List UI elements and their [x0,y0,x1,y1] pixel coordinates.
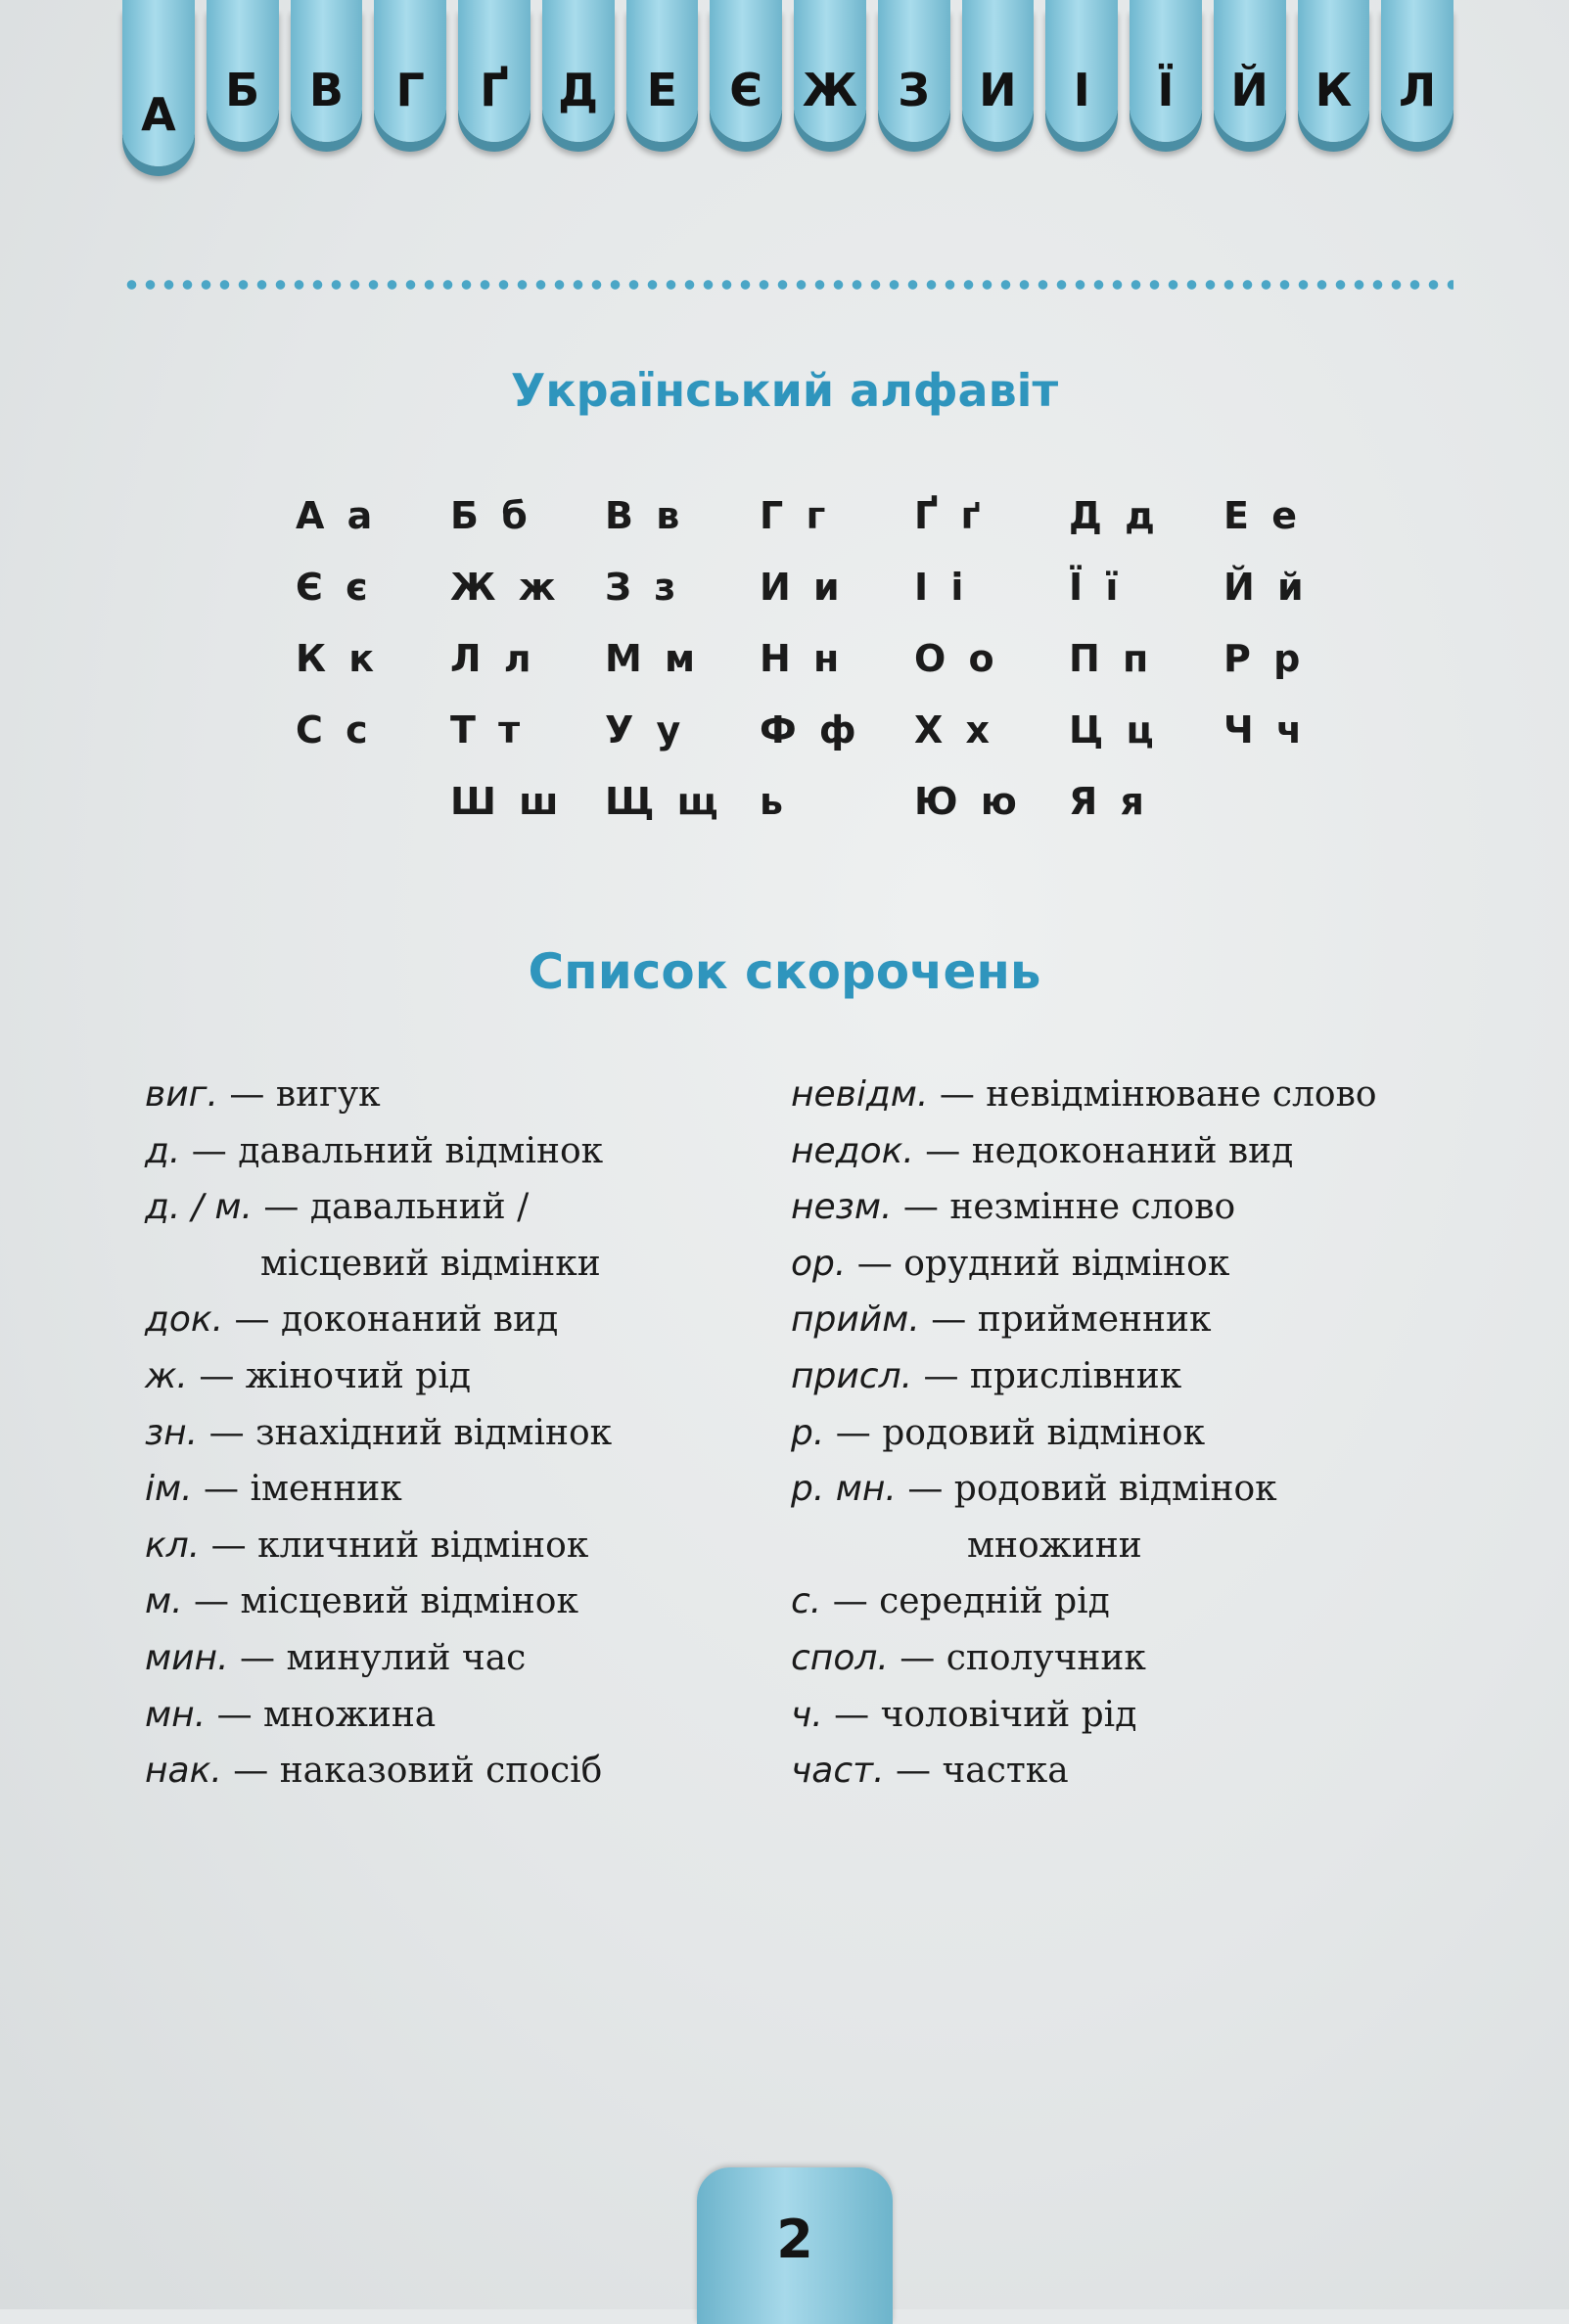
abbreviation-entry: кл. — кличний відмінок [145,1525,589,1566]
abbreviation-entry: спол. — сполучник [791,1637,1146,1678]
abbreviation-term: прийм. [791,1299,920,1341]
abbreviation-term: невідм. [791,1074,929,1115]
abbreviation-entry: д. — давальний відмінок [145,1130,604,1171]
abbreviation-entry: мин. — минулий час [145,1637,527,1678]
abbreviation-entry: р. мн. — родовий відмінок множини [791,1461,1496,1573]
abbreviation-meaning: орудний відмінок [903,1243,1230,1284]
alphabet-letter-pair: С с [296,708,373,752]
abbreviation-entry: невідм. — невідмінюване слово [791,1074,1377,1115]
alphabet-letter-pair: Й й [1223,566,1309,609]
letter-tab[interactable]: В [291,0,363,142]
letter-tab[interactable]: Б [207,0,279,142]
abbreviation-meaning: незмінне слово [949,1187,1236,1228]
letter-tab[interactable]: Ґ [458,0,531,142]
alphabet-letter-pair: Е е [1223,494,1302,537]
abbreviation-term: виг. [145,1074,218,1115]
alphabet-letter-pair: Ш ш [450,780,564,823]
letter-tab[interactable]: Й [1214,0,1286,142]
letter-tab[interactable]: І [1045,0,1118,142]
abbreviation-term: ж. [145,1355,188,1396]
letter-tab[interactable]: А [122,0,195,166]
abbreviation-term: ч. [791,1694,823,1735]
alphabet-letter-pair: Д д [1069,494,1160,537]
abbreviation-meaning: знахідний відмінок [255,1412,613,1453]
abbreviation-term: мин. [145,1637,229,1678]
abbreviation-meaning: кличний відмінок [257,1525,589,1566]
alphabet-letter-pair: Ф ф [760,708,861,752]
abbreviations-left-column [145,1067,771,1800]
letter-tab[interactable]: И [962,0,1035,142]
alphabet-letter-pair: К к [296,637,380,680]
abbreviation-entry: ор. — орудний відмінок [791,1243,1230,1284]
alphabet-letter-pair: М м [605,637,701,680]
abbreviation-entry: част. — частка [791,1751,1069,1792]
alphabet-letter-pair: Є є [296,566,373,609]
abbreviation-entry: ч. — чоловічий рід [791,1694,1137,1735]
alphabet-letter-pair: З з [605,566,681,609]
alphabet-letter-pair: Б б [450,494,532,537]
abbreviation-term: мн. [145,1694,207,1735]
abbreviation-meaning-continuation: множини [967,1525,1142,1566]
abbreviation-entry: ім. — іменник [145,1469,402,1510]
alphabet-letter-pair: Н н [760,637,845,680]
abbreviation-entry: зн. — знахідний відмінок [145,1412,613,1453]
abbreviation-term: част. [791,1751,885,1792]
alphabet-letter-pair: Х х [914,708,995,752]
abbreviation-term: кл. [145,1525,201,1566]
abbreviation-entry: с. — середній рід [791,1581,1110,1622]
abbreviation-meaning: минулий час [286,1637,527,1678]
abbreviation-term: д. [145,1130,181,1171]
alphabet-letter-pair: Г г [760,494,831,537]
alphabet-letter-pair: Р р [1223,637,1306,680]
abbreviation-entry: присл. — прислівник [791,1355,1182,1396]
abbreviation-term: спол. [791,1637,889,1678]
abbreviation-meaning: родовий відмінок [953,1469,1277,1510]
abbreviations-heading: Список скорочень [528,943,1041,1000]
letter-tab[interactable]: Е [626,0,699,142]
abbreviation-meaning: місцевий відмінок [240,1581,578,1622]
alphabet-letter-pair: Ю ю [914,780,1022,823]
letter-tab[interactable]: Л [1381,0,1454,142]
abbreviation-entry: р. — родовий відмінок [791,1412,1206,1453]
abbreviation-entry: незм. — незмінне слово [791,1187,1236,1228]
page-number-tab [697,2167,893,2324]
abbreviation-meaning: чоловічий рід [880,1694,1137,1735]
abbreviations-right-column [791,1067,1496,1800]
abbreviation-meaning: прислівник [969,1355,1182,1396]
abbreviation-meaning: недоконаний вид [971,1130,1294,1171]
alphabet-letter-pair: Я я [1069,780,1149,823]
abbreviation-entry: м. — місцевий відмінок [145,1581,578,1622]
alphabet-letter-pair: У у [605,708,686,752]
abbreviation-meaning: давальний відмінок [238,1130,604,1171]
abbreviation-term: незм. [791,1187,893,1228]
alphabet-table [274,494,1357,851]
abbreviation-term: р. мн. [791,1469,897,1510]
letter-tab[interactable]: Д [542,0,615,142]
abbreviation-meaning: частка [942,1751,1069,1792]
abbreviation-meaning: вигук [275,1074,381,1115]
alphabet-letter-pair: Щ щ [605,780,723,823]
page-number: 2 [776,2209,813,2270]
alphabet-letter-pair: Л л [450,637,536,680]
alphabet-letter-pair: П п [1069,637,1154,680]
letter-tab[interactable]: Ж [794,0,866,142]
letter-tab[interactable]: Є [710,0,782,142]
abbreviation-meaning: наказовий спосіб [279,1751,603,1792]
alphabet-letter-pair: Ж ж [450,566,561,609]
alphabet-heading: Український алфавіт [510,364,1059,417]
abbreviation-term: р. [791,1412,825,1453]
alphabet-letter-pair: В в [605,494,685,537]
alphabet-letter-pair: А а [296,494,378,537]
alphabet-letter-pair: Ґ ґ [914,494,986,537]
abbreviation-meaning: жіночий рід [245,1355,472,1396]
abbreviation-term: присл. [791,1355,913,1396]
letter-tab[interactable]: Г [374,0,446,142]
abbreviation-meaning: прийменник [977,1299,1212,1341]
abbreviation-meaning: давальний / [309,1187,530,1228]
alphabet-letter-pair: Ч ч [1223,708,1308,752]
abbreviation-term: док. [145,1299,224,1341]
letter-tab[interactable]: З [878,0,950,142]
abbreviation-meaning: родовий відмінок [882,1412,1206,1453]
abbreviation-term: зн. [145,1412,199,1453]
alphabet-letter-pair: Т т [450,708,526,752]
alphabet-tab-strip [122,0,1454,176]
abbreviation-term: ім. [145,1469,193,1510]
abbreviation-term: ор. [791,1243,847,1284]
abbreviation-term: м. [145,1581,183,1622]
abbreviation-entry: д. / м. — давальний / місцевий відмінки [145,1179,771,1292]
alphabet-letter-pair: Ї ї [1069,566,1124,609]
abbreviation-meaning: множина [263,1694,437,1735]
letter-tab[interactable]: К [1298,0,1370,142]
abbreviation-meaning: іменник [250,1469,402,1510]
dotted-divider [122,279,1454,291]
abbreviation-term: недок. [791,1130,914,1171]
abbreviation-meaning: доконаний вид [281,1299,559,1341]
abbreviation-meaning: середній рід [879,1581,1110,1622]
abbreviation-entry: мн. — множина [145,1694,437,1735]
abbreviation-entry: виг. — вигук [145,1074,381,1115]
alphabet-letter-pair: І і [914,566,969,609]
letter-tab[interactable]: Ї [1130,0,1202,142]
alphabet-letter-pair: ь [760,780,789,823]
alphabet-letter-pair: Ц ц [1069,708,1159,752]
abbreviation-term: д. / м. [145,1187,253,1228]
abbreviation-entry: док. — доконаний вид [145,1299,559,1341]
abbreviation-entry: нак. — наказовий спосіб [145,1751,603,1792]
abbreviation-term: нак. [145,1751,222,1792]
abbreviation-meaning-continuation: місцевий відмінки [260,1243,601,1284]
abbreviation-meaning: невідмінюване слово [986,1074,1377,1115]
abbreviation-entry: недок. — недоконаний вид [791,1130,1294,1171]
abbreviation-term: с. [791,1581,822,1622]
alphabet-letter-pair: И и [760,566,845,609]
alphabet-letter-pair: О о [914,637,999,680]
abbreviation-entry: ж. — жіночий рід [145,1355,472,1396]
abbreviation-meaning: сполучник [946,1637,1146,1678]
abbreviation-entry: прийм. — прийменник [791,1299,1212,1341]
